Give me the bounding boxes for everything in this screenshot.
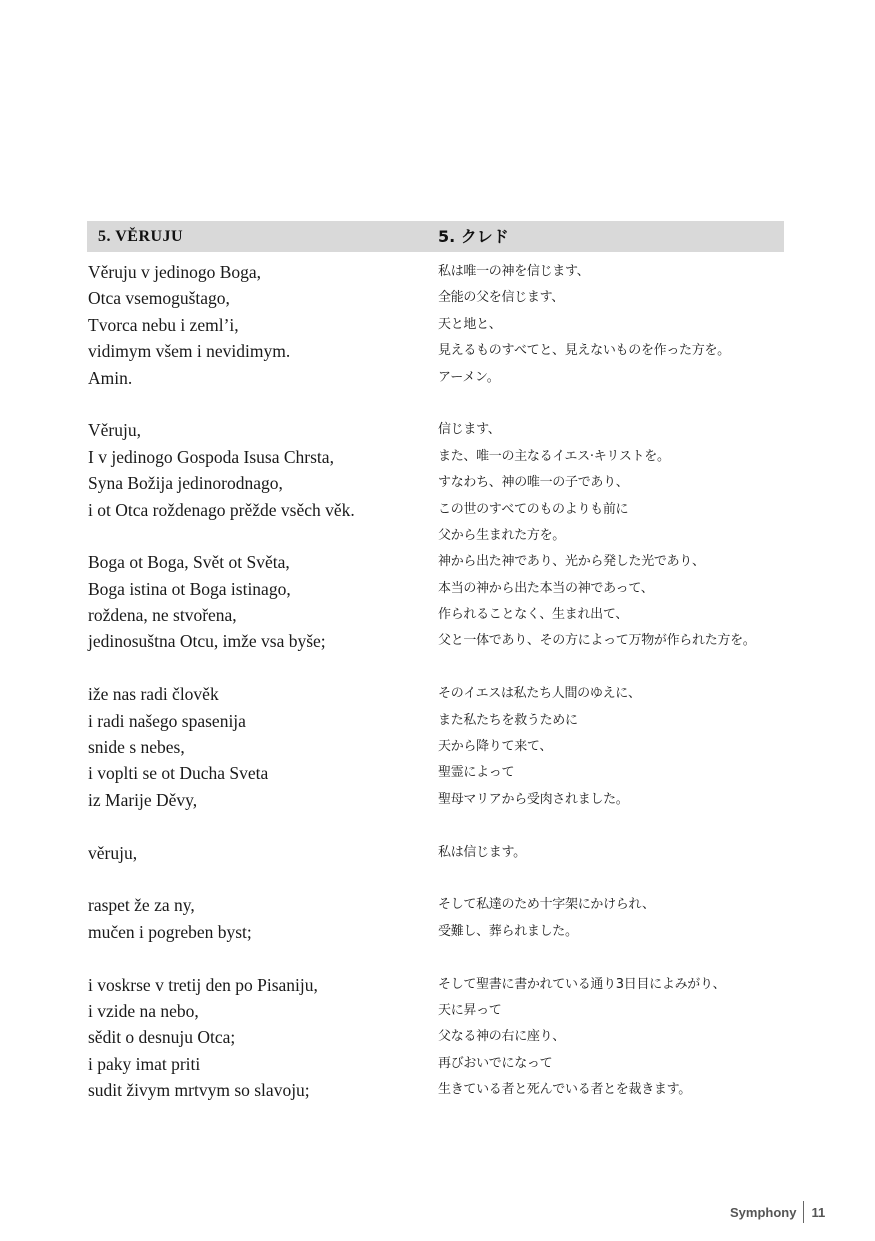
- lyric-line-original: sědit o desnuju Otca;: [88, 1027, 236, 1048]
- lyric-line-translation: すなわち、神の唯一の子であり、: [438, 475, 629, 491]
- lyric-line-original: i voplti se ot Ducha Sveta: [88, 763, 269, 784]
- lyric-line-original: [88, 523, 418, 549]
- lyric-line-translation: そのイエスは私たち人間のゆえに、: [438, 686, 641, 702]
- lyric-line-translation: 私は唯一の神を信じます、: [438, 264, 590, 279]
- lyric-line-translation: 父と一体であり、その方によって万物が作られた方を。: [438, 633, 756, 649]
- lyric-line-original: [88, 391, 418, 417]
- lyric-line-original: Otca vsemoguštago,: [88, 288, 230, 309]
- lyric-line-translation: [438, 391, 778, 417]
- lyric-line-original: vidimym všem i nevidimym.: [88, 341, 291, 362]
- lyric-line-original: [88, 866, 418, 892]
- lyric-line-original: Boga ot Boga, Svět ot Světa,: [88, 552, 290, 573]
- section-header: [87, 221, 784, 252]
- lyric-line-original: [88, 655, 418, 681]
- lyric-line-original: i voskrse v tretij den po Pisaniju,: [88, 974, 318, 995]
- lyric-line-translation: 神から出た神であり、光から発した光であり、: [438, 554, 705, 570]
- lyrics-column-translation: [438, 259, 778, 1104]
- footer-divider: [803, 1201, 804, 1223]
- lyric-line-translation: 生きている者と死んでいる者とを裁きます。: [438, 1082, 691, 1098]
- lyric-line-original: i vzide na nebo,: [88, 1000, 199, 1021]
- page-number: 11: [811, 1204, 826, 1220]
- lyric-line-translation: 天に昇って: [438, 1002, 502, 1018]
- lyric-line-original: sudit živym mrtvym so slavoju;: [88, 1080, 310, 1101]
- lyric-line-original: I v jedinogo Gospoda Isusa Chrsta,: [88, 446, 334, 467]
- lyric-line-original: raspet že za ny,: [88, 895, 195, 916]
- lyric-line-translation: そして聖書に書かれている通り3日目によみがり、: [438, 976, 726, 992]
- lyric-line-translation: 全能の父を信じます、: [438, 290, 564, 306]
- lyric-line-original: [88, 813, 418, 839]
- lyric-line-original: i ot Otca roždenago prěžde vsěch věk.: [88, 499, 355, 520]
- lyric-line-original: i paky imat priti: [88, 1053, 201, 1074]
- lyric-line-translation: 父から生まれた方を。: [438, 527, 566, 543]
- section-title-czech: 5. VĚRUJU: [98, 228, 184, 245]
- lyric-line-translation: 再びおいでになって: [438, 1055, 553, 1071]
- lyric-line-original: snide s nebes,: [88, 737, 185, 758]
- lyric-line-translation: そして私達のため十字架にかけられ、: [438, 897, 655, 913]
- lyric-line-translation: この世のすべてのものよりも前に: [438, 501, 629, 517]
- section-title-japanese: 5. クレド: [438, 227, 509, 246]
- lyric-line-original: věruju,: [88, 842, 138, 863]
- page-footer: [730, 1199, 825, 1225]
- lyric-line-original: i radi našego spasenija: [88, 710, 246, 731]
- lyric-line-translation: 信じます、: [438, 422, 501, 438]
- lyric-line-original: Věruju v jedinogo Boga,: [88, 262, 262, 282]
- lyric-line-original: mučen i pogreben byst;: [88, 921, 252, 942]
- lyric-line-translation: [438, 655, 778, 681]
- lyric-line-translation: また私たちを救うために: [438, 712, 578, 728]
- lyric-line-translation: 父なる神の右に座り、: [438, 1029, 566, 1045]
- lyric-line-translation: 受難し、葬られました。: [438, 923, 578, 939]
- lyric-line-original: Boga istina ot Boga istinago,: [88, 578, 291, 599]
- lyric-line-translation: また、唯一の主なるイエス·キリストを。: [438, 448, 670, 464]
- lyric-line-original: Syna Božija jedinorodnago,: [88, 473, 283, 494]
- lyric-line-translation: 私は信じます。: [438, 844, 526, 860]
- publication-name: Symphony: [730, 1204, 797, 1220]
- lyric-line-translation: アーメン。: [438, 369, 500, 385]
- lyric-line-original: iže nas radi člověk: [88, 684, 219, 705]
- lyric-line-translation: [438, 813, 778, 839]
- lyric-line-translation: [438, 866, 778, 892]
- lyric-line-translation: 天と地と、: [438, 316, 502, 332]
- lyric-line-translation: 作られることなく、生まれ出て、: [438, 607, 628, 623]
- lyric-line-original: [88, 945, 418, 971]
- lyric-line-original: Amin.: [88, 367, 133, 388]
- lyric-line-translation: [438, 945, 778, 971]
- lyric-line-original: Tvorca nebu i zeml’i,: [88, 314, 239, 335]
- lyric-line-original: Věruju,: [88, 420, 141, 441]
- lyric-line-translation: 天から降りて来て、: [438, 739, 553, 755]
- lyric-line-original: iz Marije Děvy,: [88, 789, 198, 810]
- lyric-line-translation: 聖母マリアから受肉されました。: [438, 791, 629, 807]
- lyric-line-translation: 本当の神から出た本当の神であって、: [438, 580, 654, 596]
- lyrics-column-original: [88, 259, 418, 1104]
- lyric-line-original: jedinosuštna Otcu, imže vsa byše;: [88, 631, 326, 652]
- lyric-line-translation: 見えるものすべてと、見えないものを作った方を。: [438, 343, 730, 359]
- lyric-line-translation: 聖霊によって: [438, 765, 515, 781]
- lyric-line-original: roždena, ne stvořena,: [88, 605, 237, 626]
